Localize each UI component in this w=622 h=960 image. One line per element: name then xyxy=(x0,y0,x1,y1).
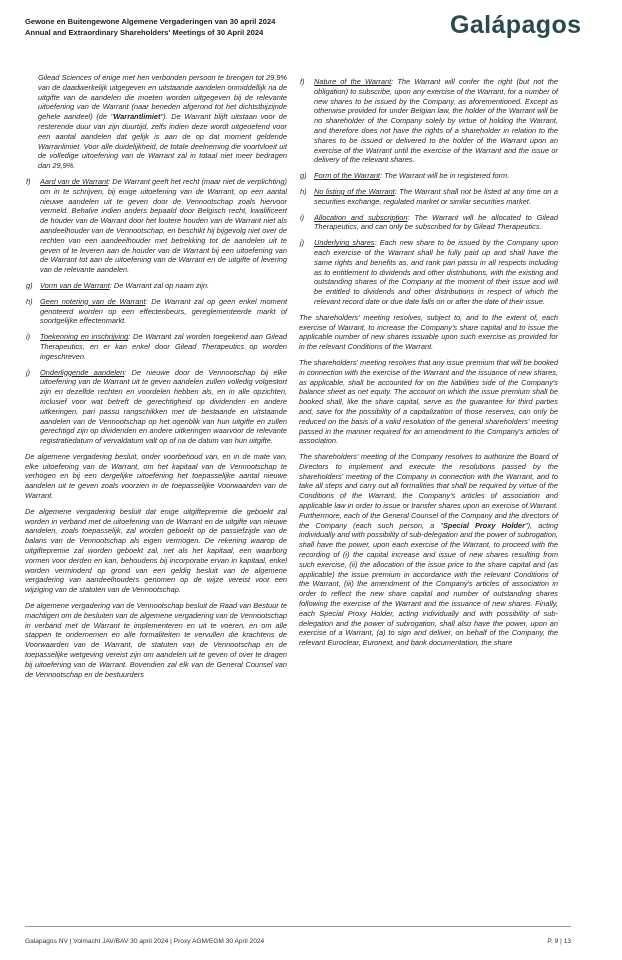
body-paragraph: De algemene vergadering besluit dat enige uitgiftepremie die geboekt zal worden in verband met de uitoefening van de Warrant en de uitgifte van nieuwe aandelen, zoals toepasselijk, zal worden geboekt op de passiefzijde van de balans van de Vennootschap als eigen vermogen. De rekening waarop de uitgiftepremie zal worden geboekt zal, net als het kapitaal, een waarborg vormen voor derden en kan, behoudens bij incorporatie ervan in kapitaal, enkel worden verminderd op grond van een geldig besluit van de algemene vergadering van aandeelhouders genomen op de wijze vereist voor een wijziging van de statuten van de Vennootschap. xyxy=(25,506,287,595)
list-item: g) Form of the Warrant: The Warrant will be in registered form. xyxy=(300,171,510,181)
body-paragraph: The shareholders' meeting resolves that any issue premium that will be booked in connection with the exercise of the Warrant and the issuance of new shares, as applicable, shall be accounted for on the liabilities side of the Company's balance sheet as net equity. The account on which the issue premium shall be booked shall, like the share capital, serve as the guarantee for third parties and, save for the possibility of a capitalization of those reserves, can only be reduced on the basis of a valid resolution of the general shareholders' meeting passed in the manner required for an amendment to the Company's articles of association. xyxy=(299,357,558,446)
list-item: i) Toekenning en inschrijving: De Warrant zal worden toegekend aan Gilead Therapeutics, en er kan enkel door Gilead Therapeutics op worden ingeschreven. xyxy=(26,332,287,361)
galapagos-logo: Galápagos xyxy=(450,11,582,39)
list-item: j) Onderliggende aandelen: De nieuwe door de Vennootschap bij elke uitoefening van de Warrant uit te geven aandelen zullen volledig volgestort zijn en dezelfde rechten en voordelen hebben als, en in alle opzichten, inclusief voor wat betreft de gerechtigheid op dividenden en andere uitkeringen, pari passu rangschikken met de bestaande en uitstaande aandelen van de Vennootschap op het ogenblik van hun uitgifte en zullen gerechtigd zijn op dividenden en andere uitkeringen waarvoor de relevante registratiedatum of vervaldatum valt op of na de datum van hun uitgifte. xyxy=(26,367,287,446)
header-title-english: Annual and Extraordinary Shareholders' Meetings of 30 April 2024 xyxy=(25,27,264,37)
body-paragraph: De algemene vergadering van de Vennootschap besluit de Raad van Bestuur te machtigen om de besluiten van de algemene vergadering van de Vennootschap in verband met de Warrant te implementeren en uit te voeren, en om alle stappen te ondernemen en alle formaliteiten te vervullen die krachtens de Voorwaarden van de Warrant, de statuten van de Vennootschap en de toepasselijke wetgeving vereist zijn om aandelen uit te geven of over te dragen bij uitoefening van de Warrant. Bovendien zal elk van de General Counsel van de Vennootschap en de bestuurders xyxy=(25,601,287,679)
item-heading: Geen notering van de Warrant xyxy=(40,296,146,306)
item-heading: Nature of the Warrant xyxy=(314,77,392,86)
item-heading: Toekenning en inschrijving xyxy=(40,332,129,342)
english-column xyxy=(299,77,558,654)
list-item: f) Aard van de Warrant: De Warrant geeft het recht (maar niet de verplichting) om in te schrijven, bij enige uitoefening van de Warrant, op een aantal nieuwe aandelen uit te geven door de Vennootschap zoals hiervoor vermeld. Behalve indien anders bepaald door Belgisch recht, kwalificeert de houder van de Warrant door het loutere houden van de Warrant niet als aandeelhouder van de Vennootschap, en beschikt hij bijgevolg niet over de rechten van een aandeelhouder met betrekking tot de aandelen uit te geven of te leveren aan de houder van de Warrant bij een uitoefening van de Warrant tot aan de uitoefening van de Warrant en de uitgifte of levering van de relevante aandelen. xyxy=(26,176,287,275)
item-heading: Onderliggende aandelen xyxy=(40,367,125,377)
item-heading: Aard van de Warrant xyxy=(40,176,109,186)
item-heading: Form of the Warrant xyxy=(314,171,380,181)
list-item: g) Vorm van de Warrant: De Warrant zal op naam zijn. xyxy=(26,280,210,290)
defined-term: Special Proxy Holder xyxy=(443,520,526,530)
item-heading: Vorm van de Warrant xyxy=(40,280,110,290)
header-title-dutch: Gewone en Buitengewone Algemene Vergaderingen van 30 april 2024 xyxy=(25,17,276,26)
page-number: P. 9 | 13 xyxy=(547,938,571,945)
intro-paragraph: Gilead Sciences of enige met hen verbonden persoon te brengen tot 29,9% van de daadwerkelijk uitgegeven en uitstaande aandelen onmiddellijk na de uitgifte van de aandelen die moeten worden uitgegeven bij de relevante uitoefening van de Warrant (naar beneden afgerond tot het dichtstbijzijnde gehele aandeel) (de "Warrantlimiet"). De Warrant blijft uitstaan voor de resterende duur van zijn duurtijd, zelfs indien deze wordt uitgeoefend voor een aantal aandelen dat gelijk is aan de op dat moment geldende Warranlimiet. Voor alle duidelijkheid, de totale deelneming die voortvloeit uit de volledige uitoefening van de Warrant zal in totaal niet meer bedragen dan 29,9%. xyxy=(38,73,287,171)
document-header xyxy=(25,17,445,38)
item-heading: Underlying shares xyxy=(314,238,375,248)
list-item: j) Underlying shares: Each new share to be issued by the Company upon each exercise of the Warrant shall be fully paid up and shall have the same rights and benefits as, and rank pari passu in all respects including as to entitlement to dividends and other distributions, with the existing and outstanding shares of the Company at the moment of their issue and will be entitled to dividends and other distributions in respect of which the relevant record date or due date falls on or after the date of their issue. xyxy=(300,238,558,306)
item-heading: Allocation and subscription xyxy=(314,212,408,222)
footer-text: Galapagos NV | Volmacht JAV/BAV 30 april 2024 | Proxy AGM/EGM 30 April 2024 xyxy=(25,938,265,945)
list-item: i) Allocation and subscription: The Warrant will be allocated to Gilead Therapeutics, and can only be subscribed for by Gilead Therapeutics. xyxy=(300,212,558,232)
body-paragraph: The shareholders' meeting of the Company resolves to authorize the Board of Directors to implement and execute the resolutions passed by the shareholders' meeting of the Company in connection with the Warrant, and to take all steps and carry out all formalities that shall be required by virtue of the Conditions of the Warrant, the Company's articles of association and applicable law in order to issue or transfer shares upon an exercise of Warrant. Furthermore, each of the General Counsel of the Company and the directors of the Company (each such person, a "Special Proxy Holder"), acting individually and with possibility of sub-delegation and the power of subrogation, shall have the power, upon each exercise of the Warrant, to proceed with the recording of (i) the capital increase and issue of new shares resulting from such exercise, (ii) the allocation of the issue price to the share capital and (as applicable) the issue premium in accordance with the relevant Conditions of the Warrant, (iii) the amendment of the Company's articles of association in order to reflect the new share capital and number of outstanding shares following the exercise of the Warrant and the issuance of new shares. Finally, each Special Proxy Holder, acting individually and with possibility of sub-delegation and the power of subrogation, shall also have the power, upon an exercise of a Warrant, (a) to sign and deliver, on behalf of the Company, the relevant Euroclear, Euronext, and bank documentation, the share xyxy=(299,452,558,648)
footer-divider xyxy=(25,926,571,927)
list-item: h) No listing of the Warrant: The Warrant shall not be listed at any time on a securities exchange, regulated market or similar securities market. xyxy=(300,186,558,206)
list-item: f) Nature of the Warrant: The Warrant will confer the right (but not the obligation) to subscribe, upon any exercise of the Warrant, for a number of new shares to be issued by the Company, as aforementioned. Except as otherwise provided for under Belgian law, the holder of the Warrant will be no shareholder of the Company solely by virtue of holding the Warrant, and therefore does not have the rights of a shareholder in relation to the shares to be issued or delivered to the holder of the Warrant upon an exercise of the Warrant until the exercise of the Warrant and the issue or delivery of the relevant shares. xyxy=(300,77,558,165)
dutch-column xyxy=(25,73,287,685)
body-paragraph: De algemene vergadering besluit, onder voorbehoud van, en in de mate van, elke uitoefening van de Warrant, om het kapitaal van de Vennootschap te verhogen en bij een dergelijke uitoefening het toepasselijke aantal nieuwe aandelen uit te geven zoals voorzien in de toepasselijke Voorwaarden van de Warrant. xyxy=(25,451,287,501)
defined-term: Warrantlimiet xyxy=(113,112,161,122)
body-paragraph: The shareholders' meeting resolves, subject to, and to the extent of, each exercise of Warrant, to increase the Company's share capital and to issue the applicable number of new shares issuable upon such exercise as provided for in the relevant Conditions of the Warrant. xyxy=(299,312,558,352)
item-heading: No listing of the Warrant xyxy=(314,186,395,196)
list-item: h) Geen notering van de Warrant: De Warrant zal op geen enkel moment genoteerd worden op een effectenbeurs, gereglementeerde markt of soortgelijke effectenmarkt. xyxy=(26,296,287,326)
